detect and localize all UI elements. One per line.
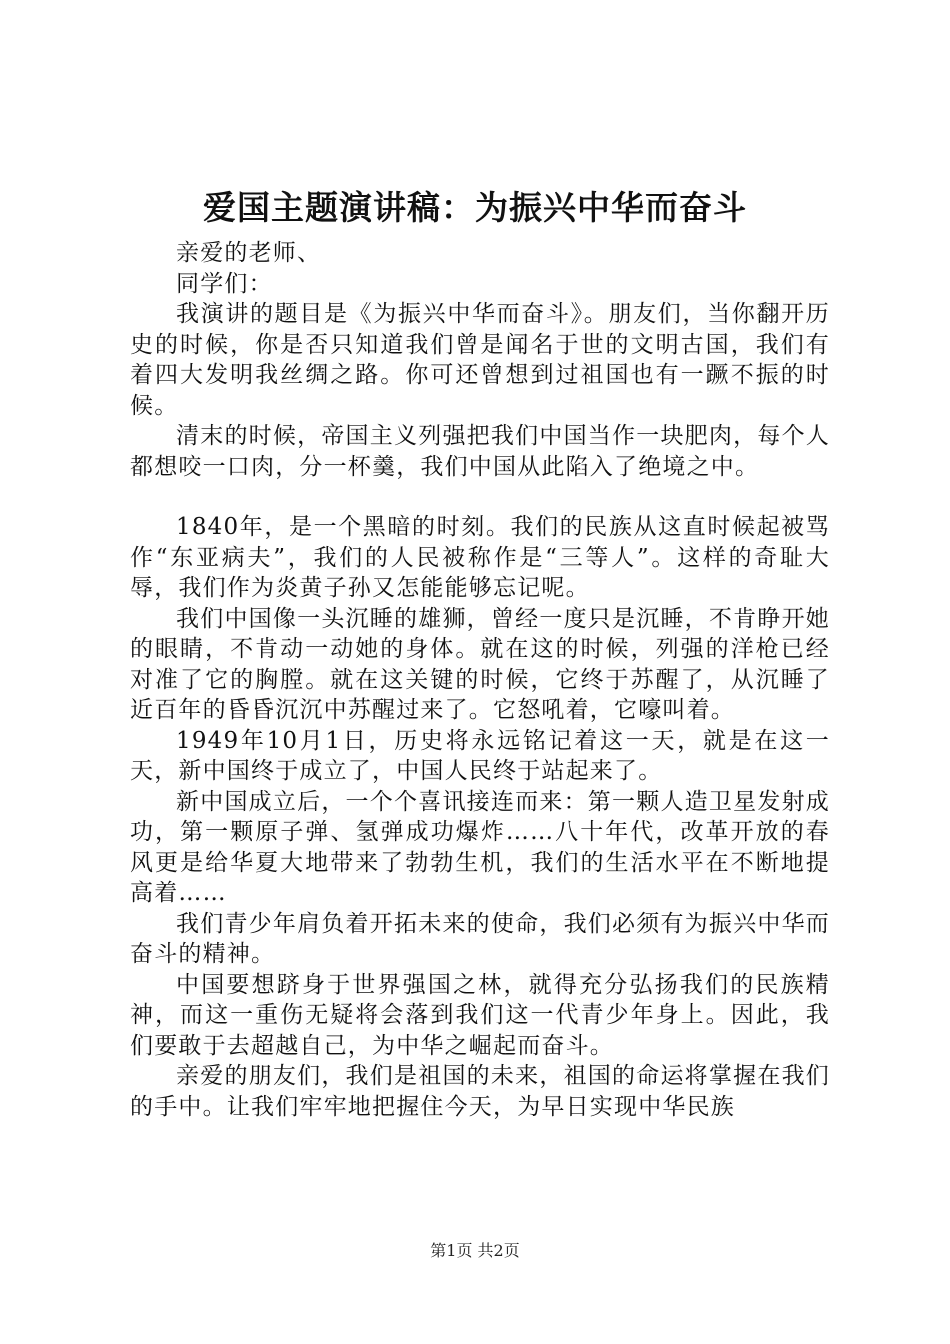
greeting-line-1: 亲爱的老师、 bbox=[176, 240, 322, 266]
document-title: 爱国主题演讲稿：为振兴中华而奋斗 bbox=[203, 188, 747, 227]
paragraph-5: 1949年10月1日，历史将永远铭记着这一天，就是在这一天，新中国终于成立了，中国人民终于站起来了。 bbox=[130, 727, 830, 784]
page-footer: 第1页 共2页 bbox=[430, 1241, 520, 1260]
paragraph-4: 我们中国像一头沉睡的雄狮，曾经一度只是沉睡，不肯睁开她的眼睛，不肯动一动她的身体。就在这的时候，列强的洋枪已经对准了它的胸膛。就在这关键的时候，它终于苏醒了，从沉睡了近百年的昏昏沉沉中苏醒过来了。它怒吼着，它嚎叫着。 bbox=[130, 605, 830, 723]
paragraph-7: 我们青少年肩负着开拓未来的使命，我们必须有为振兴中华而奋斗的精神。 bbox=[130, 910, 830, 967]
paragraph-1: 我演讲的题目是《为振兴中华而奋斗》。朋友们，当你翻开历史的时候，你是否只知道我们曾是闻名于世的文明古国，我们有着四大发明我丝绸之路。你可还曾想到过祖国也有一蹶不振的时候。 bbox=[130, 301, 830, 419]
paragraph-2: 清末的时候，帝国主义列强把我们中国当作一块肥肉，每个人都想咬一口肉，分一杯羹，我们中国从此陷入了绝境之中。 bbox=[130, 423, 830, 480]
greeting-line-2: 同学们： bbox=[176, 270, 273, 297]
paragraph-3: 1840年，是一个黑暗的时刻。我们的民族从这直时候起被骂作“东亚病夫”，我们的人民被称作是“三等人”。这样的奇耻大辱，我们作为炎黄子孙又怎能能够忘记呢。 bbox=[130, 514, 830, 601]
paragraph-6: 新中国成立后，一个个喜讯接连而来：第一颗人造卫星发射成功，第一颗原子弹、氢弹成功爆炸……八十年代，改革开放的春风更是给华夏大地带来了勃勃生机，我们的生活水平在不断地提高着…… bbox=[130, 788, 830, 906]
paragraph-9: 亲爱的朋友们，我们是祖国的未来，祖国的命运将掌握在我们的手中。让我们牢牢地把握住今天，为早日实现中华民族 bbox=[130, 1063, 830, 1120]
paragraph-8: 中国要想跻身于世界强国之林，就得充分弘扬我们的民族精神，而这一重伤无疑将会落到我们这一代青少年身上。因此，我们要敢于去超越自己，为中华之崛起而奋斗。 bbox=[130, 971, 830, 1059]
document-body bbox=[130, 238, 830, 1122]
